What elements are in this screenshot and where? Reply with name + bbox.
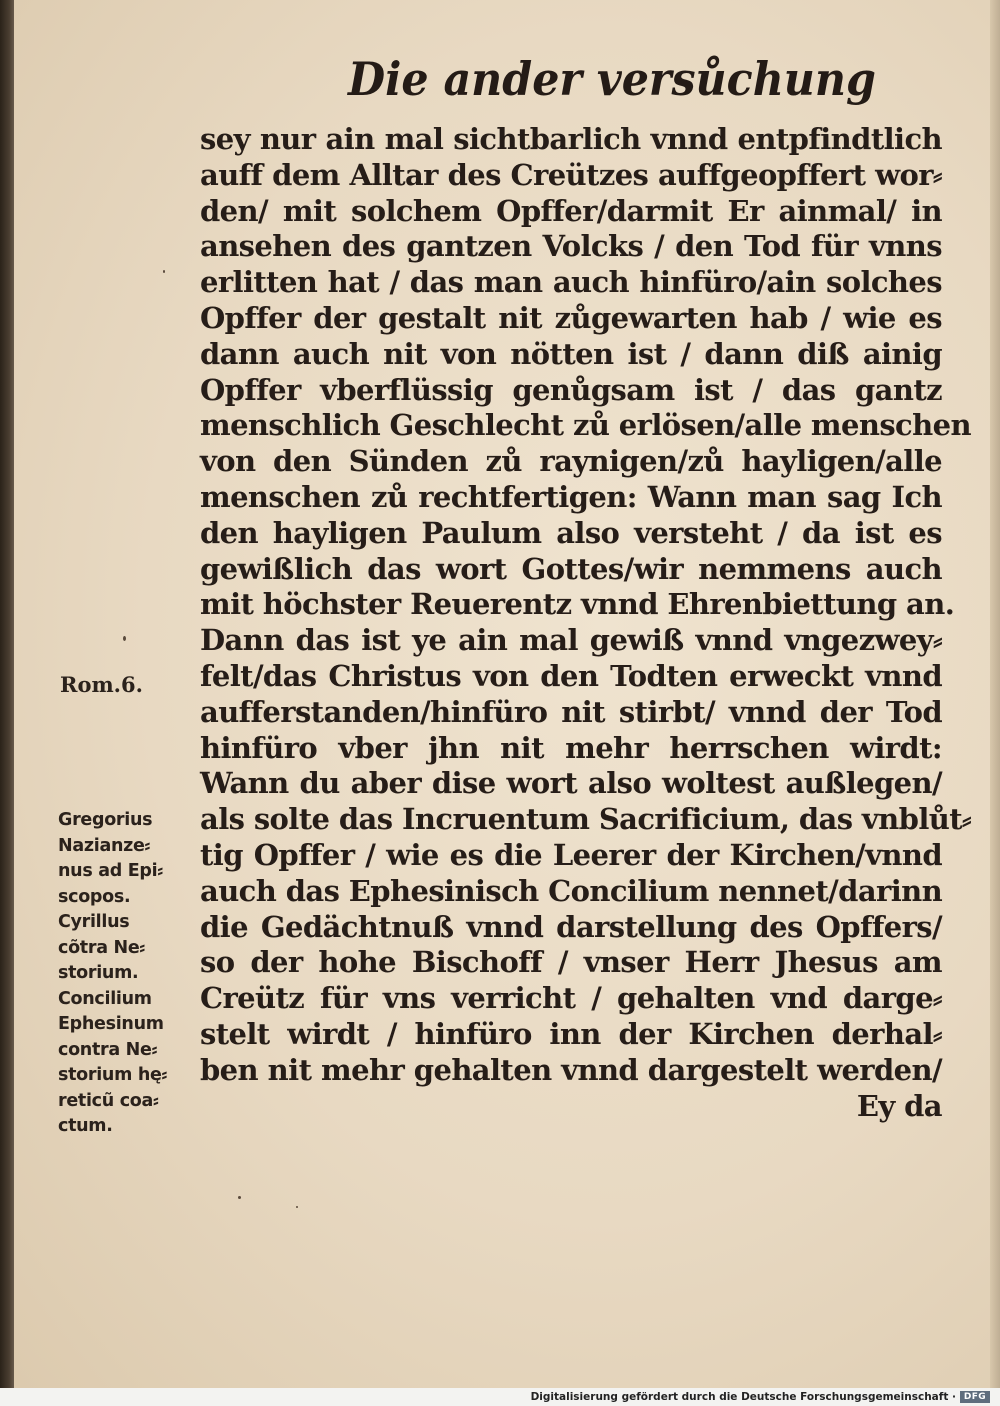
gloss-line: scopos.	[58, 886, 131, 907]
text-line: von den Sünden zů raynigen/zů hayligen/alle	[200, 444, 942, 479]
text-line: erlitten hat / das man auch hinfüro/ain solches	[200, 265, 942, 300]
gloss-line: reticũ coa⸗	[58, 1090, 159, 1111]
gloss-line: cõtra Ne⸗	[58, 937, 145, 958]
text-line: Opffer der gestalt nit zůgewarten hab / wie es	[200, 300, 942, 335]
text-line: aufferstanden/hinfüro nit stirbt/ vnnd der Tod	[200, 694, 942, 729]
text-line: gewißlich das wort Gottes/wir nemmens auch	[200, 551, 942, 586]
gloss-line: storium hę⸗	[58, 1065, 168, 1085]
text-line: auff dem Alltar des Creützes auffgeopffert wor⸗	[200, 157, 942, 192]
text-line: Creütz für vns verricht / gehalten vnd darge⸗	[200, 981, 942, 1016]
text-line: menschen zů rechtfertigen: Wann man sag Ich	[200, 479, 942, 514]
leaf-edge	[990, 0, 1000, 1388]
marginal-reference-rom: Rom.6.	[60, 672, 143, 697]
ink-speck	[163, 270, 165, 273]
ink-speck	[123, 636, 126, 641]
text-line: sey nur ain mal sichtbarlich vnnd entpfindtlich	[200, 122, 942, 156]
text-line: Wann du aber dise wort also woltest außlegen/	[200, 766, 942, 801]
text-line: so der hohe Bischoff / vnser Herr Jhesus am	[200, 945, 942, 980]
text-line: dann auch nit von nötten ist / dann diß ainig	[200, 336, 942, 371]
gloss-line: Nazianze⸗	[58, 835, 151, 856]
text-line: auch das Ephesinisch Concilium nennet/darinn	[200, 873, 943, 908]
marginal-glosses	[58, 808, 190, 1140]
text-line: menschlich Geschlecht zů erlösen/alle menschen	[200, 408, 971, 443]
dfg-logo: DFG	[960, 1391, 990, 1403]
gloss-line: ctum.	[58, 1116, 113, 1136]
text-line: hinfüro vber jhn nit mehr herrschen wirdt:	[200, 730, 942, 765]
ink-speck	[238, 1196, 241, 1199]
gloss-line: Gregorius	[58, 810, 153, 830]
text-line: die Gedächtnuß vnnd darstellung des Opffers/	[200, 909, 942, 944]
gloss-line: Cyrillus	[58, 912, 130, 932]
catchword: Ey da	[856, 1088, 942, 1123]
gloss-line: Concilium	[58, 988, 152, 1009]
running-title: Die ander versůchung	[348, 52, 876, 106]
text-line: ansehen des gantzen Volcks / den Tod für vnns	[200, 229, 942, 264]
digitization-credit: Digitalisierung gefördert durch die Deutsche Forschungsgemeinschaft ·	[530, 1391, 956, 1403]
ink-speck	[296, 1206, 298, 1208]
text-line: ben nit mehr gehalten vnnd dargestelt werden/	[200, 1052, 942, 1087]
text-line: Dann das ist ye ain mal gewiß vnnd vngezwey⸗	[200, 623, 942, 658]
text-line: tig Opffer / wie es die Leerer der Kirchen/vnnd	[200, 837, 942, 872]
gloss-line: contra Ne⸗	[58, 1039, 158, 1060]
text-line: als solte das Incruentum Sacrificium, das vnblůt⸗	[200, 802, 972, 837]
text-line: stelt wirdt / hinfüro inn der Kirchen derhal⸗	[200, 1016, 942, 1051]
text-line: den hayligen Paulum also versteht / da ist es	[200, 515, 942, 550]
gloss-line: nus ad Epi⸗	[58, 861, 163, 881]
text-line: Opffer vberflüssig genůgsam ist / das gantz	[200, 372, 942, 407]
text-line: den/ mit solchem Opffer/darmit Er ainmal/ in	[200, 193, 942, 228]
main-text-block	[200, 122, 972, 1124]
text-line: mit höchster Reuerentz vnnd Ehrenbiettung an.	[200, 587, 955, 622]
text-line: felt/das Christus von den Todten erweckt vnnd	[200, 658, 942, 693]
gloss-line: Ephesinum	[58, 1014, 164, 1034]
gloss-line: storium.	[58, 963, 139, 983]
